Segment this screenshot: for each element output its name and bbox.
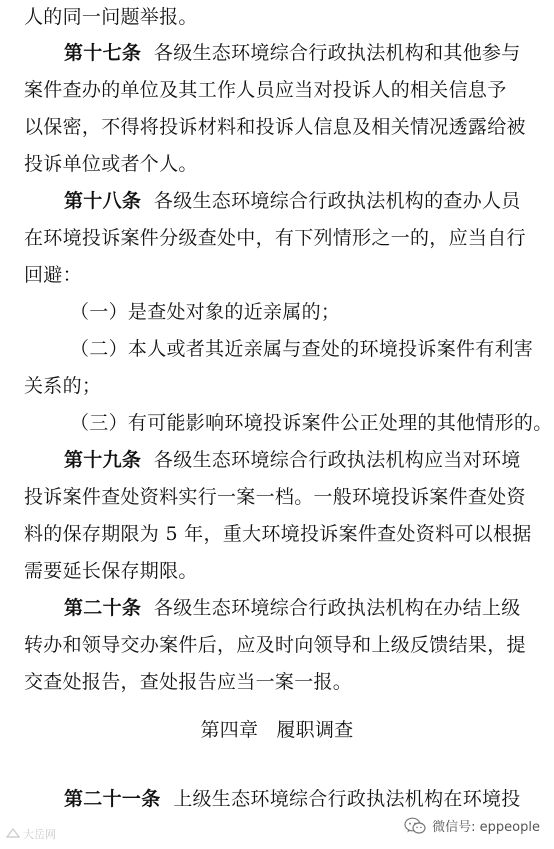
text-line: 回避： bbox=[24, 264, 82, 286]
watermark-right-text: 微信号: eppeople bbox=[432, 820, 540, 835]
article-19-title: 第十九条 bbox=[64, 449, 142, 471]
watermark-right bbox=[404, 816, 540, 835]
text-line: 投诉案件查处资料实行一案一档。一般环境投诉案件查处资 bbox=[24, 486, 526, 508]
article-19-first-line bbox=[64, 447, 521, 473]
watermark-logo-icon bbox=[6, 827, 20, 842]
chapter-number: 第四章 bbox=[200, 719, 259, 741]
article-21-title: 第二十一条 bbox=[64, 788, 161, 810]
watermark-left-text: 大岳网 bbox=[23, 828, 56, 841]
chapter-heading bbox=[0, 717, 554, 743]
wechat-icon bbox=[404, 817, 426, 835]
text-line: 以保密，不得将投诉材料和投诉人信息及相关情况透露给被 bbox=[24, 116, 526, 138]
text-line: 各级生态环境综合行政执法机构和其他参与 bbox=[153, 42, 521, 64]
text-line: 在环境投诉案件分级查处中，有下列情形之一的，应当自行 bbox=[24, 227, 526, 249]
article-17-first-line bbox=[64, 40, 521, 66]
text-line: 投诉单位或者个人。 bbox=[24, 153, 198, 175]
text-line: 案件查办的单位及其工作人员应当对投诉人的相关信息予 bbox=[24, 79, 507, 101]
article-18-first-line bbox=[64, 188, 521, 214]
text-line: 需要延长保存期限。 bbox=[24, 560, 198, 582]
text-line: 各级生态环境综合行政执法机构应当对环境 bbox=[153, 449, 521, 471]
list-item: （二）本人或者其近亲属与查处的环境投诉案件有利害 bbox=[70, 338, 534, 360]
chapter-title: 履职调查 bbox=[276, 719, 354, 741]
article-17-title: 第十七条 bbox=[64, 42, 142, 64]
text-line: 各级生态环境综合行政执法机构的查办人员 bbox=[153, 190, 521, 212]
text-line: 料的保存期限为 5 年，重大环境投诉案件查处资料可以根据 bbox=[24, 523, 532, 545]
list-item: （三）有可能影响环境投诉案件公正处理的其他情形的。 bbox=[70, 412, 553, 434]
text-line: 人的同一问题举报。 bbox=[24, 6, 198, 28]
article-21-first-line bbox=[64, 786, 521, 812]
watermark-left bbox=[6, 826, 56, 842]
text-line: 转办和领导交办案件后，应及时向领导和上级反馈结果，提 bbox=[24, 634, 526, 656]
article-20-first-line bbox=[64, 595, 521, 621]
article-20-title: 第二十条 bbox=[64, 597, 142, 619]
text-line: 各级生态环境综合行政执法机构在办结上级 bbox=[153, 597, 521, 619]
article-18-title: 第十八条 bbox=[64, 190, 142, 212]
list-item-continuation: 关系的； bbox=[24, 375, 102, 397]
text-line: 交查处报告，查处报告应当一案一报。 bbox=[24, 671, 353, 693]
list-item: （一）是查处对象的近亲属的； bbox=[70, 301, 341, 323]
text-line: 上级生态环境综合行政执法机构在环境投 bbox=[173, 788, 521, 810]
